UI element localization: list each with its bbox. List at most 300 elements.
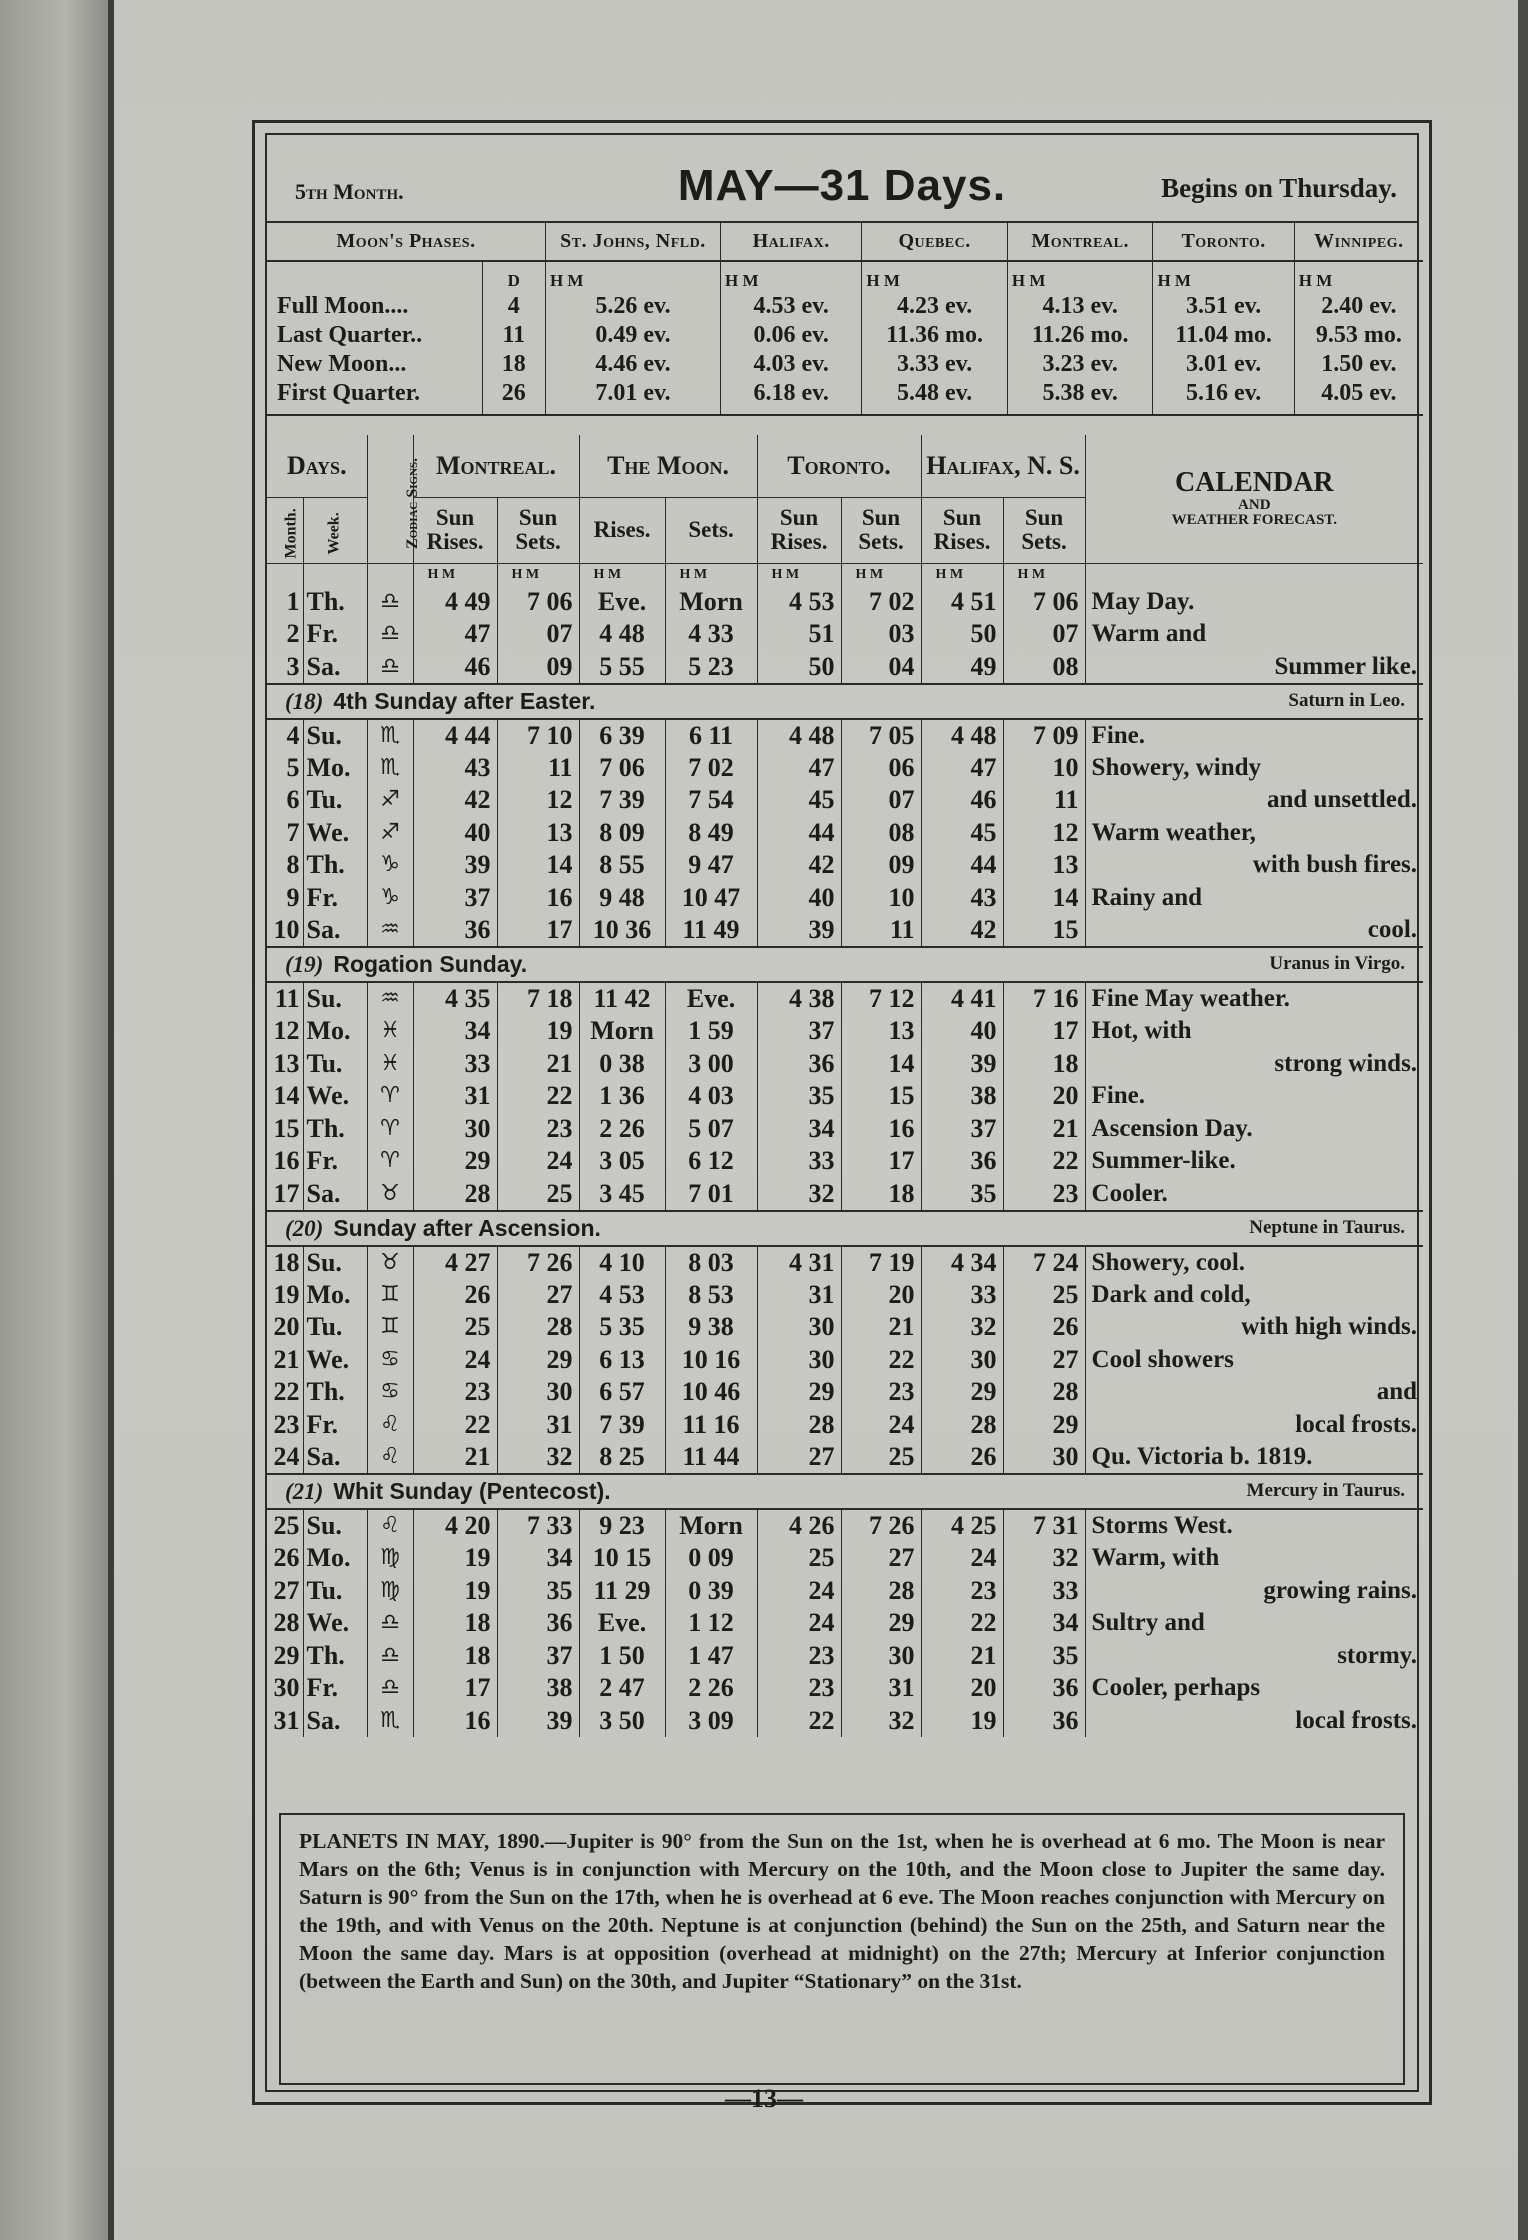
montreal-sunrise: 30: [413, 1113, 497, 1146]
almanac-frame: [252, 120, 1432, 2105]
sunday-label: [267, 1478, 611, 1504]
toronto-sunset: 25: [841, 1441, 921, 1474]
day-of-month: 10: [273, 915, 300, 944]
montreal-sunset: 21: [497, 1048, 579, 1081]
montreal-sunrise: 4 49: [413, 586, 497, 619]
moon-set: 11 44: [665, 1441, 757, 1474]
day-row: [267, 914, 1423, 947]
phase-time: 4.03 ev.: [721, 350, 862, 379]
day-row: [267, 784, 1423, 817]
moon-rises-header: Rises.: [579, 497, 665, 563]
montreal-sunrise: 19: [413, 1575, 497, 1608]
montreal-sunrise: 42: [413, 784, 497, 817]
sunday-cell: [267, 684, 1423, 719]
left-page-edge: [0, 0, 108, 2240]
halifax-sunrise: 4 51: [921, 586, 1003, 619]
toronto-sunset: 09: [841, 849, 921, 882]
montreal-sunrise: 39: [413, 849, 497, 882]
moon-set: 6 12: [665, 1145, 757, 1178]
toronto-sunset: 7 19: [841, 1246, 921, 1279]
toronto-sunset: 7 26: [841, 1509, 921, 1542]
day-of-week: Th.: [303, 1376, 367, 1409]
toronto-sunrise: 45: [757, 784, 841, 817]
montreal-sunset: 19: [497, 1015, 579, 1048]
moon-set: 7 01: [665, 1178, 757, 1211]
day-row: [267, 1145, 1423, 1178]
city-header: Winnipeg.: [1294, 223, 1423, 261]
montreal-sunset: 34: [497, 1542, 579, 1575]
montreal-sunset: 32: [497, 1441, 579, 1474]
day-of-month: 9: [286, 882, 300, 912]
planet-note: Mercury in Taurus.: [1246, 1480, 1406, 1501]
montreal-sunrise: 4 35: [413, 982, 497, 1015]
halifax-sunrise: 40: [921, 1015, 1003, 1048]
montreal-sunrise: 17: [413, 1672, 497, 1705]
city-header: Montreal.: [1007, 223, 1153, 261]
phase-time: 3.23 ev.: [1007, 350, 1153, 379]
zodiac-sign-icon: ♎: [367, 1640, 413, 1673]
moon-rise: 3 45: [579, 1178, 665, 1211]
day-row: [267, 1048, 1423, 1081]
halifax-sunset: 11: [1003, 784, 1085, 817]
halifax-sunset: 23: [1003, 1178, 1085, 1211]
moon-rise: 0 38: [579, 1048, 665, 1081]
montreal-sunrise: 46: [413, 651, 497, 684]
halifax-sunset: 34: [1003, 1607, 1085, 1640]
toronto-sunrise: 23: [757, 1672, 841, 1705]
halifax-sunset: 07: [1003, 618, 1085, 651]
montreal-sunset: 28: [497, 1311, 579, 1344]
montreal-sunrise: 19: [413, 1542, 497, 1575]
phase-time: 0.49 ev.: [545, 321, 720, 350]
weather-forecast: Summer-like.: [1085, 1145, 1423, 1178]
halifax-sunset: 22: [1003, 1145, 1085, 1178]
calendar-table: [267, 435, 1423, 1737]
day-of-month: 27: [273, 1575, 300, 1605]
day-of-month: 4: [286, 720, 300, 750]
halifax-sunset: 29: [1003, 1409, 1085, 1442]
phase-name: Last Quarter..: [277, 322, 423, 348]
day-of-week: Tu.: [303, 1048, 367, 1081]
day-row: [267, 1542, 1423, 1575]
moon-sets-header: Sets.: [665, 497, 757, 563]
day-of-week: Mo.: [303, 1279, 367, 1312]
day-of-month: 24: [273, 1442, 300, 1471]
day-row: [267, 752, 1423, 785]
moon-set: 10 47: [665, 882, 757, 915]
phase-time: 4.46 ev.: [545, 350, 720, 379]
toronto-sunset: 22: [841, 1344, 921, 1377]
montreal-sunset: 7 06: [497, 586, 579, 619]
zodiac-sign-icon: ♉: [367, 1178, 413, 1211]
toronto-sunset: 7 05: [841, 719, 921, 752]
day-row: [267, 1246, 1423, 1279]
moon-set: 8 49: [665, 817, 757, 850]
moon-set: 9 47: [665, 849, 757, 882]
moon-rise: 11 42: [579, 982, 665, 1015]
days-header: Days.: [267, 435, 367, 497]
moon-header: The Moon.: [579, 435, 757, 497]
toronto-sunrise: 36: [757, 1048, 841, 1081]
toronto-sunset: 7 02: [841, 586, 921, 619]
day-of-week: Su.: [303, 982, 367, 1015]
moon-rise: Morn: [579, 1015, 665, 1048]
toronto-sunset: 07: [841, 784, 921, 817]
sunday-number: (20): [285, 1215, 324, 1241]
city-header: Quebec.: [862, 223, 1008, 261]
sun-rises-header: Sun Rises.: [921, 497, 1003, 563]
moon-set: 5 07: [665, 1113, 757, 1146]
moon-set: Eve.: [665, 982, 757, 1015]
montreal-sunrise: 21: [413, 1441, 497, 1474]
day-of-month: 23: [273, 1409, 300, 1439]
phase-time: 4.23 ev.: [862, 292, 1008, 321]
toronto-sunset: 10: [841, 882, 921, 915]
weather-forecast: Warm, with: [1085, 1542, 1423, 1575]
toronto-sunrise: 29: [757, 1376, 841, 1409]
montreal-sunset: 11: [497, 752, 579, 785]
phase-time: 5.38 ev.: [1007, 379, 1153, 415]
month-col-header: Month.: [267, 497, 303, 563]
moon-set: 6 11: [665, 719, 757, 752]
halifax-sunrise: 23: [921, 1575, 1003, 1608]
zodiac-sign-icon: ♈: [367, 1113, 413, 1146]
moon-rise: 6 13: [579, 1344, 665, 1377]
day-of-week: Mo.: [303, 752, 367, 785]
zodiac-sign-icon: ♈: [367, 1145, 413, 1178]
zodiac-sign-icon: ♒: [367, 914, 413, 947]
weather-forecast: strong winds.: [1085, 1048, 1423, 1081]
moon-set: 11 16: [665, 1409, 757, 1442]
weather-forecast: local frosts.: [1085, 1705, 1423, 1738]
planet-note: Neptune in Taurus.: [1249, 1216, 1406, 1238]
day-of-week: We.: [303, 1607, 367, 1640]
montreal-sunset: 22: [497, 1080, 579, 1113]
toronto-sunrise: 33: [757, 1145, 841, 1178]
moon-rise: 1 50: [579, 1640, 665, 1673]
sunday-cell: [267, 1211, 1423, 1246]
halifax-sunrise: 38: [921, 1080, 1003, 1113]
day-row: [267, 1409, 1423, 1442]
montreal-sunset: 12: [497, 784, 579, 817]
montreal-sunset: 7 10: [497, 719, 579, 752]
day-of-month: 30: [273, 1673, 300, 1703]
moon-rise: 8 09: [579, 817, 665, 850]
montreal-sunset: 17: [497, 914, 579, 947]
zodiac-sign-icon: ♎: [367, 586, 413, 619]
montreal-sunset: 14: [497, 849, 579, 882]
halifax-sunrise: 30: [921, 1344, 1003, 1377]
zodiac-sign-icon: ♒: [367, 982, 413, 1015]
toronto-sunrise: 39: [757, 914, 841, 947]
weather-forecast: Sultry and: [1085, 1607, 1423, 1640]
day-of-month: 2: [286, 619, 300, 649]
planet-note: Uranus in Virgo.: [1269, 953, 1406, 974]
montreal-sunrise: 25: [413, 1311, 497, 1344]
montreal-sunset: 25: [497, 1178, 579, 1211]
moon-rise: 10 15: [579, 1542, 665, 1575]
sunday-number: (19): [285, 952, 324, 977]
halifax-sunset: 36: [1003, 1705, 1085, 1738]
moon-set: 8 53: [665, 1279, 757, 1312]
day-row: [267, 1640, 1423, 1673]
toronto-sunset: 27: [841, 1542, 921, 1575]
moon-rise: 6 39: [579, 719, 665, 752]
sunday-row: [267, 1211, 1423, 1246]
phase-time: 2.40 ev.: [1294, 292, 1423, 321]
day-row: [267, 1441, 1423, 1474]
moon-phases-table: [267, 223, 1423, 416]
moon-rise: 3 05: [579, 1145, 665, 1178]
phase-name-spacer: [267, 261, 482, 292]
day-row: [267, 586, 1423, 619]
hm-units-row: [267, 563, 1423, 586]
toronto-sunset: 29: [841, 1607, 921, 1640]
halifax-sunrise: 39: [921, 1048, 1003, 1081]
moon-rise: 4 10: [579, 1246, 665, 1279]
day-of-month: 20: [273, 1312, 300, 1342]
sunday-label: [267, 951, 527, 977]
montreal-sunrise: 4 44: [413, 719, 497, 752]
moon-set: 9 38: [665, 1311, 757, 1344]
hm-label: H M: [862, 261, 1008, 292]
sunday-name: Sunday after Ascension.: [333, 1214, 601, 1241]
halifax-sunrise: 33: [921, 1279, 1003, 1312]
zodiac-sign-icon: ♈: [367, 1080, 413, 1113]
phase-time: 4.05 ev.: [1294, 379, 1423, 415]
zodiac-sign-icon: ♎: [367, 1672, 413, 1705]
day-of-week: Th.: [303, 1113, 367, 1146]
toronto-sunrise: 50: [757, 651, 841, 684]
halifax-sunset: 25: [1003, 1279, 1085, 1312]
halifax-sunrise: 28: [921, 1409, 1003, 1442]
hm-unit: H M: [841, 563, 921, 586]
phase-day: 11: [482, 321, 545, 350]
day-of-month: 18: [273, 1247, 300, 1277]
weather-forecast: Storms West.: [1085, 1509, 1423, 1542]
almanac-inner-frame: [265, 133, 1419, 2092]
toronto-sunrise: 25: [757, 1542, 841, 1575]
halifax-sunrise: 46: [921, 784, 1003, 817]
montreal-sunset: 27: [497, 1279, 579, 1312]
calendar-label: CALENDAR: [1174, 467, 1334, 499]
day-row: [267, 1311, 1423, 1344]
weather-forecast: Summer like.: [1085, 651, 1423, 684]
day-of-month: 7: [286, 817, 300, 847]
weather-forecast: Warm and: [1085, 618, 1423, 651]
month-title: MAY—31 Days.: [677, 161, 1007, 210]
moon-set: 10 16: [665, 1344, 757, 1377]
toronto-sunset: 32: [841, 1705, 921, 1738]
phase-time: 1.50 ev.: [1294, 350, 1423, 379]
weather-label: WEATHER FORECAST.: [1171, 512, 1337, 529]
day-of-week: Th.: [303, 1640, 367, 1673]
sunday-row: [267, 1474, 1423, 1509]
day-row: [267, 982, 1423, 1015]
zodiac-sign-icon: ♋: [367, 1344, 413, 1377]
sun-rises-header: Sun Rises.: [757, 497, 841, 563]
montreal-sunrise: 26: [413, 1279, 497, 1312]
day-of-week: Th.: [303, 849, 367, 882]
montreal-sunset: 24: [497, 1145, 579, 1178]
day-of-week: Su.: [303, 719, 367, 752]
sunday-cell: [267, 1474, 1423, 1509]
phase-row: [267, 379, 1423, 415]
hm-unit: H M: [497, 563, 579, 586]
moon-rise: 6 57: [579, 1376, 665, 1409]
halifax-sunset: 18: [1003, 1048, 1085, 1081]
montreal-sunset: 29: [497, 1344, 579, 1377]
day-of-month: 6: [286, 785, 300, 815]
toronto-sunrise: 47: [757, 752, 841, 785]
montreal-sunrise: 24: [413, 1344, 497, 1377]
zodiac-sign-icon: ♌: [367, 1409, 413, 1442]
halifax-sunrise: 21: [921, 1640, 1003, 1673]
phase-row: [267, 350, 1423, 379]
weather-forecast: Fine.: [1085, 719, 1423, 752]
montreal-sunrise: 31: [413, 1080, 497, 1113]
day-of-month: 29: [273, 1640, 300, 1670]
month-begins: Begins on Thursday.: [1161, 173, 1397, 203]
day-row: [267, 719, 1423, 752]
day-row: [267, 1279, 1423, 1312]
moon-set: 0 09: [665, 1542, 757, 1575]
halifax-sunrise: 44: [921, 849, 1003, 882]
montreal-sunset: 7 18: [497, 982, 579, 1015]
day-of-month: 28: [273, 1608, 300, 1638]
day-of-month: 21: [273, 1344, 300, 1374]
toronto-sunset: 28: [841, 1575, 921, 1608]
moon-rise: 9 23: [579, 1509, 665, 1542]
toronto-sunrise: 4 26: [757, 1509, 841, 1542]
weather-forecast: and: [1085, 1376, 1423, 1409]
moon-set: 2 26: [665, 1672, 757, 1705]
weather-forecast: Rainy and: [1085, 882, 1423, 915]
toronto-sunrise: 22: [757, 1705, 841, 1738]
day-row: [267, 1015, 1423, 1048]
phase-time: 4.53 ev.: [721, 292, 862, 321]
day-of-month: 14: [273, 1081, 300, 1111]
day-row: [267, 849, 1423, 882]
moon-rise: 7 39: [579, 784, 665, 817]
phase-day: 18: [482, 350, 545, 379]
moon-set: 3 00: [665, 1048, 757, 1081]
montreal-sunrise: 18: [413, 1607, 497, 1640]
day-row: [267, 1344, 1423, 1377]
zodiac-sign-icon: ♍: [367, 1542, 413, 1575]
toronto-sunrise: 4 48: [757, 719, 841, 752]
halifax-sunset: 36: [1003, 1672, 1085, 1705]
hm-unit: [1085, 563, 1423, 586]
sun-sets-header: Sun Sets.: [1003, 497, 1085, 563]
montreal-sunset: 07: [497, 618, 579, 651]
hm-unit: H M: [665, 563, 757, 586]
day-of-month: 26: [273, 1543, 300, 1573]
weather-forecast: Showery, windy: [1085, 752, 1423, 785]
phase-time: 5.26 ev.: [545, 292, 720, 321]
toronto-sunset: 06: [841, 752, 921, 785]
sun-sets-header: Sun Sets.: [841, 497, 921, 563]
planet-note: Saturn in Leo.: [1288, 689, 1406, 711]
toronto-sunrise: 24: [757, 1607, 841, 1640]
hm-unit: H M: [1003, 563, 1085, 586]
montreal-sunset: 30: [497, 1376, 579, 1409]
halifax-sunset: 7 16: [1003, 982, 1085, 1015]
montreal-sunrise: 16: [413, 1705, 497, 1738]
toronto-sunrise: 27: [757, 1441, 841, 1474]
moon-set: 11 49: [665, 914, 757, 947]
day-of-week: We.: [303, 817, 367, 850]
halifax-sunrise: 47: [921, 752, 1003, 785]
day-row: [267, 1113, 1423, 1146]
hm-unit: [367, 563, 413, 586]
toronto-sunset: 04: [841, 651, 921, 684]
moon-set: 1 47: [665, 1640, 757, 1673]
weather-forecast: Cooler, perhaps: [1085, 1672, 1423, 1705]
day-row: [267, 1178, 1423, 1211]
day-of-month: 11: [274, 984, 300, 1013]
day-of-week: Tu.: [303, 784, 367, 817]
montreal-sunrise: 33: [413, 1048, 497, 1081]
moon-set: 3 09: [665, 1705, 757, 1738]
planets-note: PLANETS IN MAY, 1890.—Jupiter is 90° from the Sun on the 1st, when he is overhead at 6 mo. The Moon is near Mars on the 6th; Venus is in conjunction with Mercury on the 10th, and the Moon close to Jupiter the same day. Saturn is 90° from the Sun on the 17th, when he is overhead at 6 eve. The Moon reaches conjunction with Mercury on the 19th, and with Venus on the 20th. Neptune is at conjunction (behind) the Sun on the 25th, and Saturn near the Moon the same day. Mars is at opposition (overhead at midnight) on the 27th; Mercury at Inferior conjunction (between the Earth and Sun) on the 30th, and Jupiter “Stationary” on the 31st.: [279, 1813, 1405, 2085]
sunday-number: (21): [285, 1479, 324, 1504]
toronto-sunrise: 28: [757, 1409, 841, 1442]
weather-forecast: Warm weather,: [1085, 817, 1423, 850]
day-of-week: Mo.: [303, 1542, 367, 1575]
day-of-month: 31: [273, 1705, 300, 1735]
hm-unit: [267, 563, 303, 586]
sunday-name: Rogation Sunday.: [333, 951, 528, 977]
phase-time: 3.33 ev.: [862, 350, 1008, 379]
day-of-month: 15: [273, 1113, 300, 1143]
day-of-month: 19: [273, 1279, 300, 1309]
and-label: AND: [1238, 496, 1271, 513]
halifax-sunrise: 49: [921, 651, 1003, 684]
day-of-week: Fr.: [303, 618, 367, 651]
day-of-week: Sa.: [303, 1441, 367, 1474]
month-header: [267, 135, 1417, 223]
day-row: [267, 1607, 1423, 1640]
weather-forecast: Ascension Day.: [1085, 1113, 1423, 1146]
montreal-sunset: 37: [497, 1640, 579, 1673]
halifax-sunset: 15: [1003, 914, 1085, 947]
phase-time: 3.51 ev.: [1153, 292, 1294, 321]
weather-forecast: local frosts.: [1085, 1409, 1423, 1442]
halifax-sunrise: 42: [921, 914, 1003, 947]
halifax-sunrise: 37: [921, 1113, 1003, 1146]
phase-name: First Quarter.: [267, 379, 482, 415]
moon-rise: 4 53: [579, 1279, 665, 1312]
montreal-header: Montreal.: [413, 435, 579, 497]
moon-rise: Eve.: [579, 586, 665, 619]
zodiac-sign-icon: ♑: [367, 849, 413, 882]
toronto-sunset: 13: [841, 1015, 921, 1048]
montreal-sunrise: 4 27: [413, 1246, 497, 1279]
halifax-sunrise: 32: [921, 1311, 1003, 1344]
halifax-sunrise: 45: [921, 817, 1003, 850]
halifax-header: Halifax, N. S.: [921, 435, 1085, 497]
toronto-sunrise: 24: [757, 1575, 841, 1608]
toronto-sunset: 21: [841, 1311, 921, 1344]
moon-rise: 5 35: [579, 1311, 665, 1344]
halifax-sunset: 14: [1003, 882, 1085, 915]
day-row: [267, 1509, 1423, 1542]
day-of-week: Th.: [303, 586, 367, 619]
day-of-week: Sa.: [303, 914, 367, 947]
montreal-sunset: 7 26: [497, 1246, 579, 1279]
toronto-sunrise: 32: [757, 1178, 841, 1211]
